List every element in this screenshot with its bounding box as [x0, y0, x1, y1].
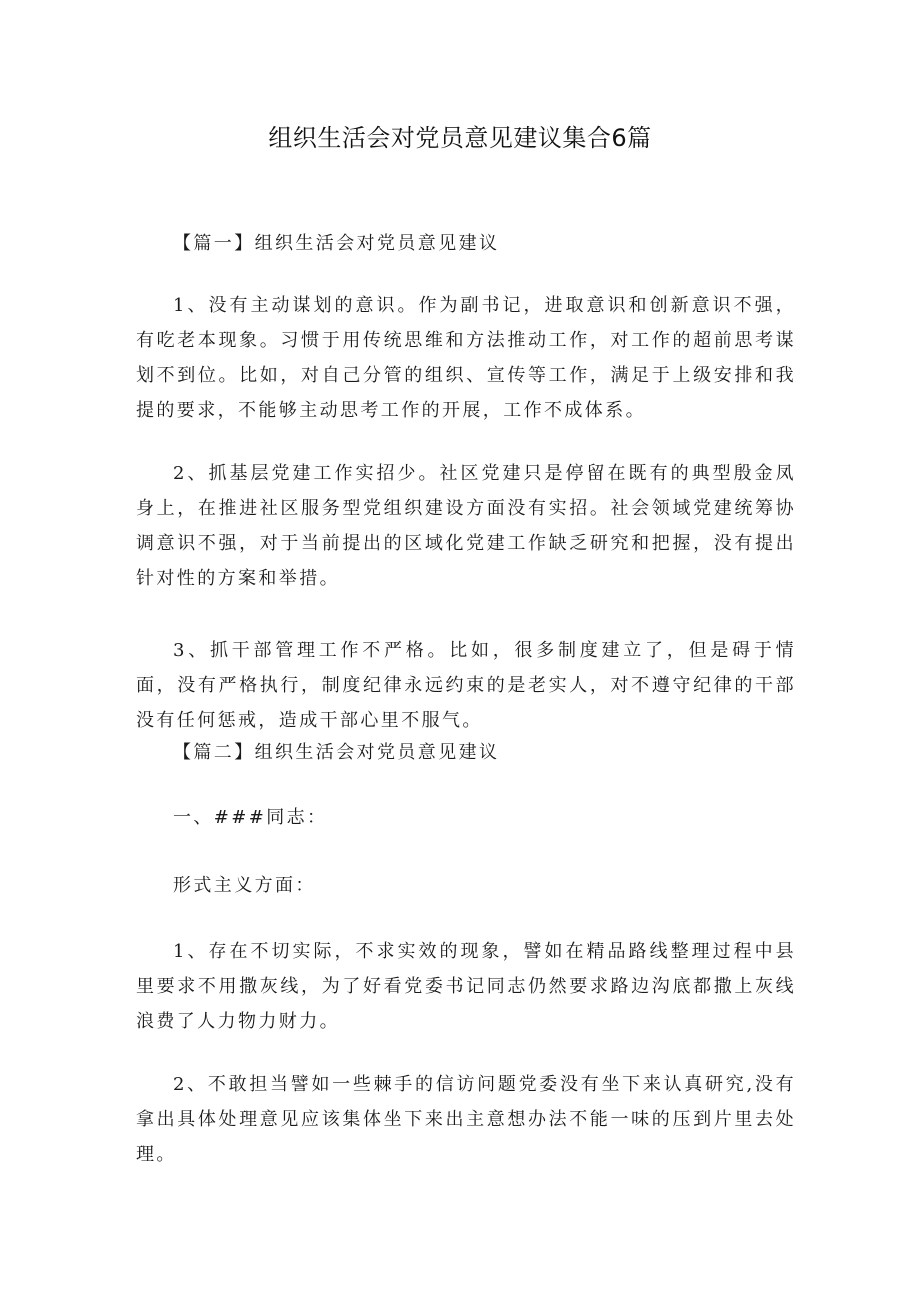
- paragraph-2-1: 1、存在不切实际，不求实效的现象，譬如在精品路线整理过程中县里要求不用撒灰线，为了好看党委书记同志仍然要求路边沟底都撒上灰线浪费了人力物力财力。: [136, 941, 796, 1032]
- paragraph-2-2: 2、不敢担当譬如一些棘手的信访问题党委没有坐下来认真研究,没有拿出具体处理意见应该集体坐下来出主意想办法不能一味的压到片里去处理。: [136, 1074, 796, 1165]
- paragraph-1-1: 1、没有主动谋划的意识。作为副书记，进取意识和创新意识不强，有吃老本现象。习惯于用传统思维和方法推动工作，对工作的超前思考谋划不到位。比如，对自己分管的组织、宣传等工作，满足于上级安排和我提的要求，不能够主动思考工作的开展，工作不成体系。: [136, 295, 796, 421]
- document-title: 组织生活会对党员意见建议集合6篇: [268, 124, 652, 152]
- section-heading-1: 【篇一】组织生活会对党员意见建议: [173, 233, 500, 254]
- section-heading-2: 【篇二】组织生活会对党员意见建议: [173, 742, 500, 763]
- subheading-comrade: 一、###同志：: [173, 807, 328, 828]
- paragraph-1-2: 2、抓基层党建工作实招少。社区党建只是停留在既有的典型殷金凤身上，在推进社区服务型党组织建设方面没有实招。社会领域党建统筹协调意识不强，对于当前提出的区域化党建工作缺乏研究和把握，没有提出针对性的方案和举措。: [136, 463, 796, 589]
- subheading-formalism: 形式主义方面：: [173, 875, 316, 896]
- paragraph-1-3: 3、抓干部管理工作不严格。比如，很多制度建立了，但是碍于情面，没有严格执行，制度纪律永远约束的是老实人，对不遵守纪律的干部没有任何惩戒，造成干部心里不服气。: [136, 640, 796, 731]
